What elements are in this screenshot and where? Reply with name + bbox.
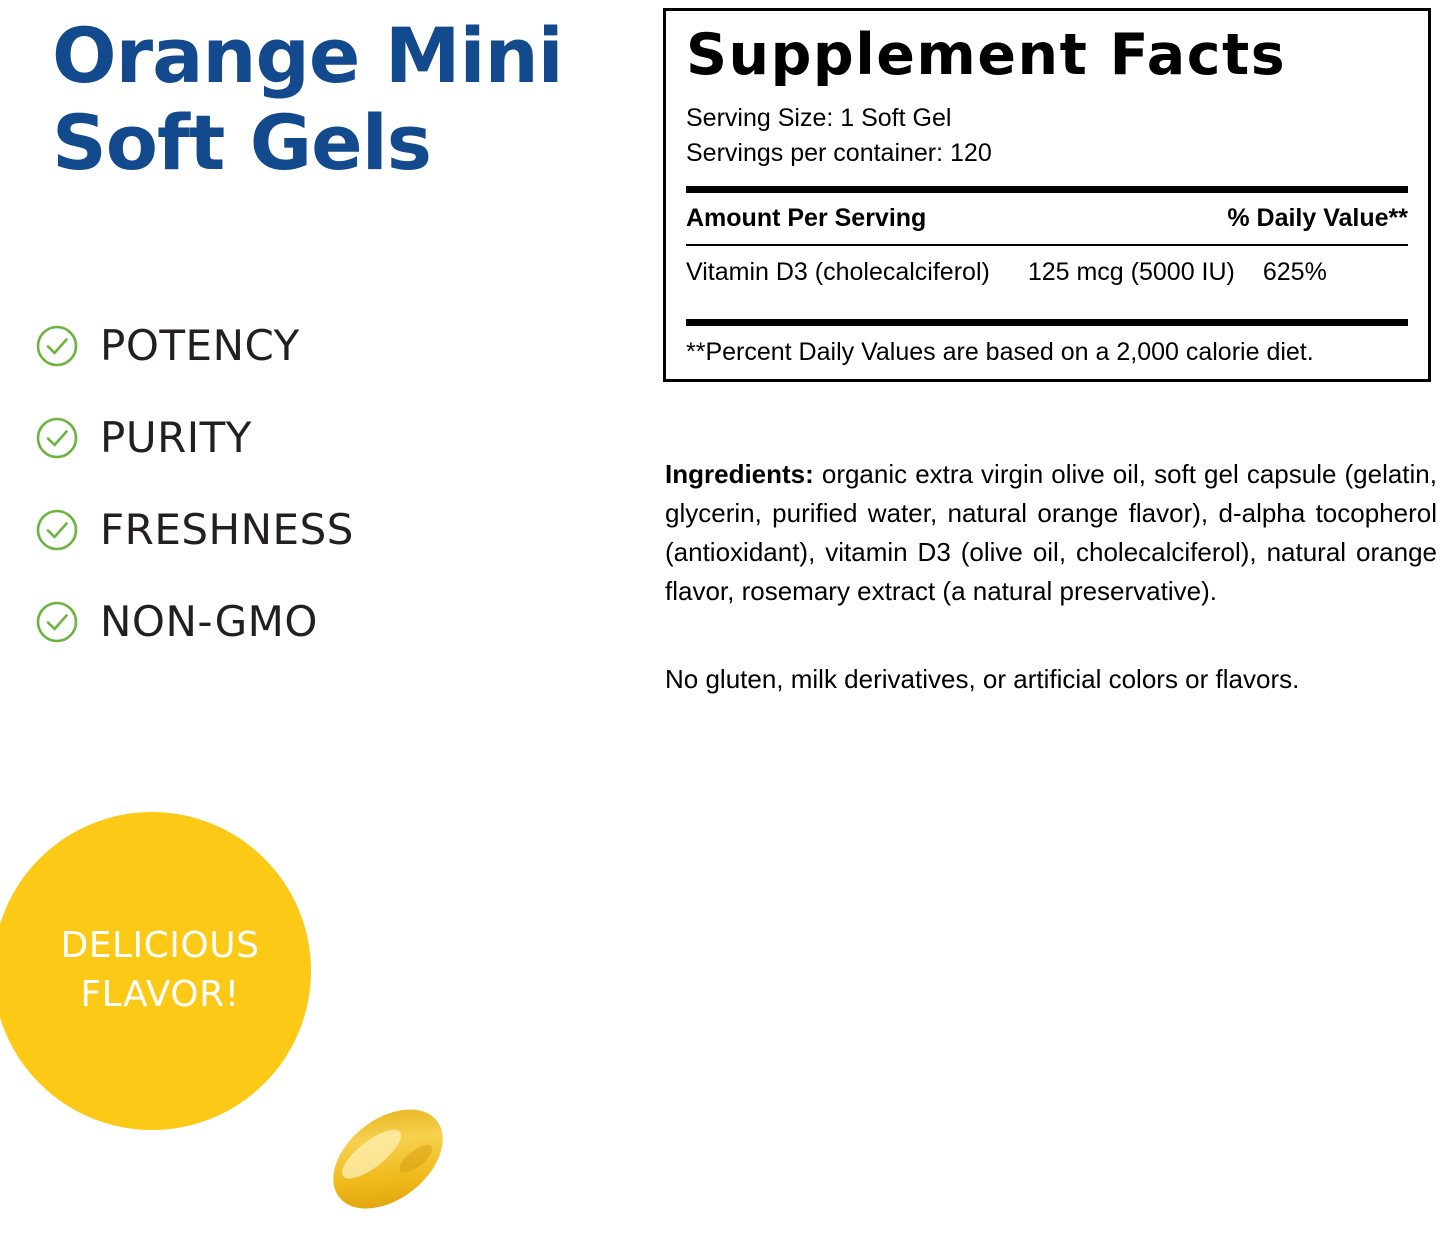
servings-per-container: Servings per container: 120 [686, 139, 992, 168]
supplement-facts-title: Supplement Facts [686, 22, 1287, 88]
amount-per-serving-header: Amount Per Serving [686, 203, 927, 232]
flavor-badge [0, 812, 311, 1130]
serving-info [686, 101, 1408, 172]
check-circle-icon [36, 601, 78, 643]
flavor-badge-text [45, 922, 260, 1019]
supplement-facts-panel [663, 8, 1431, 382]
facts-table-header [686, 193, 1408, 244]
list-item [36, 392, 596, 484]
product-title-line-2: Soft Gels [52, 98, 432, 188]
benefit-label: POTENCY [100, 321, 300, 370]
divider-thick [686, 186, 1408, 193]
right-panel [663, 0, 1445, 1237]
benefit-label: PURITY [100, 413, 252, 462]
page-title [52, 12, 622, 187]
nutrient-amount: 125 mcg (5000 IU) [1027, 257, 1235, 286]
flavor-badge-line-1: DELICIOUS [60, 925, 260, 967]
check-circle-icon [36, 325, 78, 367]
daily-value-footnote: **Percent Daily Values are based on a 2,000 calorie diet. [686, 337, 1314, 366]
ingredients-paragraph [665, 455, 1437, 611]
benefit-label: NON-GMO [100, 597, 318, 646]
nutrient-name: Vitamin D3 (cholecalciferol) [686, 257, 990, 286]
list-item [36, 300, 596, 392]
flavor-badge-line-2: FLAVOR! [80, 974, 240, 1015]
ingredients-label: Ingredients: [665, 459, 814, 489]
daily-value-header: % Daily Value** [1227, 203, 1408, 232]
benefits-list [36, 300, 596, 668]
ingredients-text: organic extra virgin olive oil, soft gel capsule (gelatin, glycerin, purified water, natural orange flavor), d-alpha tocopherol (antioxidant), vitamin D3 (olive oil, cholecalciferol), natural orange flavor, rosemary extract (a natural preservative). [665, 459, 1437, 606]
allergen-statement: No gluten, milk derivatives, or artificial colors or flavors. [665, 664, 1300, 694]
benefit-label: FRESHNESS [100, 505, 354, 554]
check-circle-icon [36, 417, 78, 459]
divider-thick-bottom [686, 319, 1408, 326]
softgel-capsule-image [318, 1098, 458, 1220]
left-panel [0, 0, 640, 1237]
serving-size: Serving Size: 1 Soft Gel [686, 103, 952, 132]
list-item [36, 576, 596, 668]
table-row [686, 246, 1408, 305]
nutrient-daily-value: 625% [1262, 257, 1327, 286]
product-title-line-1: Orange Mini [52, 11, 563, 100]
check-circle-icon [36, 509, 78, 551]
list-item [36, 484, 596, 576]
